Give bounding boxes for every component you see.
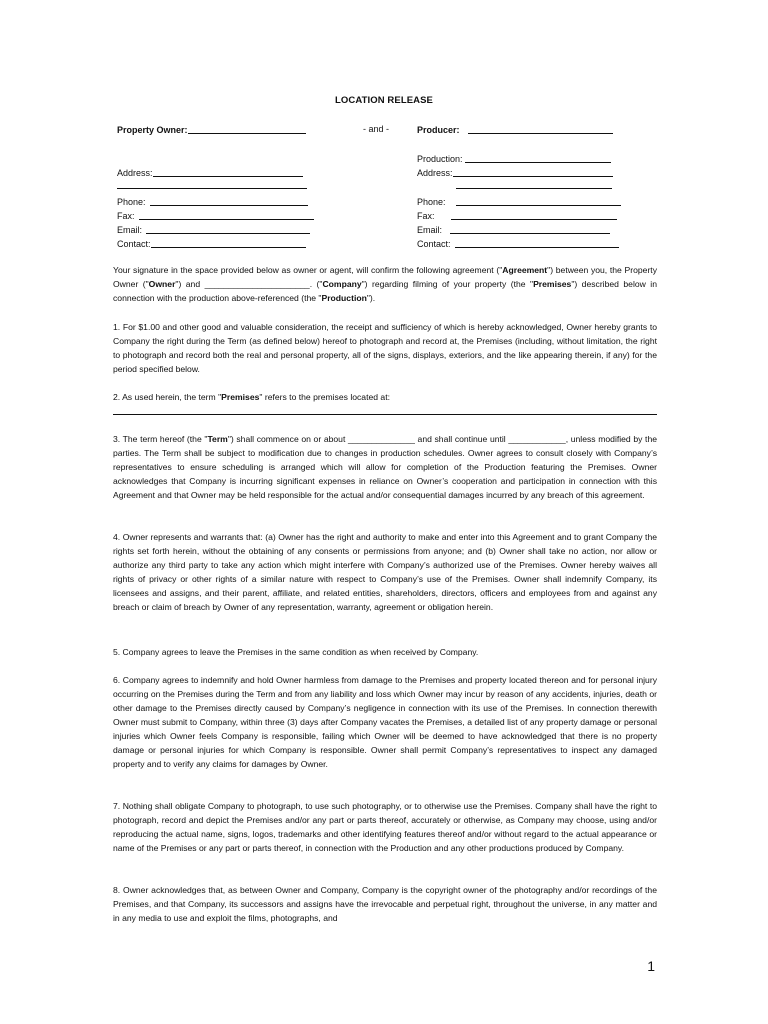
term-company: Company bbox=[322, 279, 362, 289]
owner-address-field bbox=[117, 166, 303, 179]
clause-5-text: 5. Company agrees to leave the Premises in the same condition as when received by Company. bbox=[113, 647, 479, 657]
producer-email-field bbox=[417, 223, 610, 236]
clause-2 bbox=[113, 390, 657, 404]
page-number: 1 bbox=[647, 958, 655, 974]
clause-2-text-a: 2. As used herein, the term " bbox=[113, 392, 222, 402]
owner-email-label: Email: bbox=[117, 225, 143, 235]
producer-fax-field bbox=[417, 209, 617, 222]
production-blank bbox=[465, 152, 611, 163]
property-owner-field bbox=[117, 123, 306, 136]
clause-1-text: 1. For $1.00 and other good and valuable consideration, the receipt and sufficiency of which is hereby acknowledged, Owner hereby grants to Company the right during the Term (as defined below) hereof to photograph and record at, the Premises (including, without limitation, the right to photograph and record both the real and personal property, all of the signs, displays, exteriors, and the like appearing therein, if any) for the period specified below. bbox=[113, 322, 657, 374]
production-label: Production: bbox=[417, 154, 463, 164]
producer-address-line-2 bbox=[456, 188, 612, 189]
clause-5 bbox=[113, 645, 657, 659]
term-premises: Premises bbox=[533, 279, 572, 289]
producer-contact-blank bbox=[455, 237, 619, 248]
producer-contact-label: Contact: bbox=[417, 239, 451, 249]
owner-contact-blank bbox=[151, 237, 306, 248]
clause-2-term-premises: Premises bbox=[221, 392, 260, 402]
property-owner-label: Property Owner: bbox=[117, 125, 188, 135]
and-separator: - and - bbox=[363, 124, 390, 134]
clause-1 bbox=[113, 320, 657, 376]
owner-phone-blank bbox=[150, 195, 308, 206]
intro-text-5: ") described below in connection with the production above-referenced (the " bbox=[113, 279, 657, 303]
owner-contact-label: Contact: bbox=[117, 239, 151, 249]
intro-paragraph bbox=[113, 263, 657, 305]
clause-8 bbox=[113, 883, 657, 925]
term-agreement: Agreement bbox=[502, 265, 548, 275]
producer-address-blank bbox=[453, 166, 613, 177]
owner-phone-label: Phone: bbox=[117, 197, 146, 207]
clause-4 bbox=[113, 530, 657, 614]
owner-fax-blank bbox=[139, 209, 314, 220]
producer-label: Producer: bbox=[417, 125, 460, 135]
owner-address-label: Address: bbox=[117, 168, 153, 178]
owner-contact-field bbox=[117, 237, 306, 250]
producer-phone-label: Phone: bbox=[417, 197, 446, 207]
clause-7-text: 7. Nothing shall obligate Company to photograph, to use such photography, or to otherwise use the Premises. Company shall have the right to photograph, record and depict the Premises and/or any part or parts thereof, accurately or otherwise, as Company may choose, using and/or reproducing the actual name, signs, logos, trademarks and other identifying features thereof and/or without regard to the actual appearance or name of the Premises or any part or parts thereof, in connection with the Production and any other productions produced by Company. bbox=[113, 801, 657, 853]
producer-phone-blank bbox=[456, 195, 621, 206]
producer-email-blank bbox=[450, 223, 610, 234]
clause-3-term-term: Term bbox=[207, 434, 228, 444]
clause-6 bbox=[113, 673, 657, 771]
premises-address-blank bbox=[113, 414, 657, 415]
intro-text-3: ") and ______________________. (" bbox=[175, 279, 323, 289]
producer-contact-field bbox=[417, 237, 619, 250]
producer-fax-blank bbox=[451, 209, 617, 220]
term-production: Production bbox=[321, 293, 367, 303]
intro-text-1: Your signature in the space provided below as owner or agent, will confirm the following agreement (" bbox=[113, 265, 503, 275]
production-field bbox=[417, 152, 611, 165]
owner-fax-label: Fax: bbox=[117, 211, 135, 221]
producer-address-field bbox=[417, 166, 613, 179]
owner-fax-field bbox=[117, 209, 314, 222]
owner-email-blank bbox=[146, 223, 310, 234]
clause-4-text: 4. Owner represents and warrants that: (a) Owner has the right and authority to make and enter into this Agreement and to grant Company the rights set forth herein, without the obtaining of any consents or permissions from anyone; and (b) Owner shall take no action, nor allow or authorize any third party to take any action which might interfere with Company’s authorized use of the Premises. Owner hereby waives all rights of privacy or other rights of a similar nature with respect to Company’s use of the Premises. Owner shall indemnify Company, its licensees and assigns, and their parent, affiliate, and related entities, shareholders, directors, officers and employees from and against any breach or claim of breach by Owner of any representation, warranty, agreement or obligation herein. bbox=[113, 532, 657, 612]
property-owner-blank bbox=[188, 123, 306, 134]
owner-phone-field bbox=[117, 195, 308, 208]
clause-2-text-c: " refers to the premises located at: bbox=[259, 392, 390, 402]
producer-email-label: Email: bbox=[417, 225, 443, 235]
clause-3-text-a: 3. The term hereof (the " bbox=[113, 434, 208, 444]
producer-fax-label: Fax: bbox=[417, 211, 435, 221]
clause-3-text-c: ") shall commence on or about ______________ and shall continue until ____________, unless modified by the parties. The Term shall be subject to modification due to changes in production schedules. Owner agrees to consult closely with Company’s representatives to ensure scheduling is arranged which will allow for completion of the Production featuring the Premises. Owner acknowledges that Company is incurring significant expenses in reliance on Owner’s cooperation and participation in connection with this Agreement and that Owner may be held responsible for the actual and/or consequential damages incurred by any breach of this agreement. bbox=[113, 434, 658, 500]
intro-text-2: ") between you, the Property Owner (" bbox=[113, 265, 657, 289]
clause-8-text: 8. Owner acknowledges that, as between Owner and Company, Company is the copyright owner of the photography and/or recordings of the Premises, and that Company, its successors and assigns have the irrevocable and perpetual right, throughout the universe, in any matter and in any media to use and exploit the films, photographs, and bbox=[113, 885, 657, 923]
intro-text-4: ") regarding filming of your property (the " bbox=[361, 279, 534, 289]
term-owner: Owner bbox=[148, 279, 176, 289]
owner-address-blank bbox=[153, 166, 303, 177]
producer-phone-field bbox=[417, 195, 621, 208]
owner-email-field bbox=[117, 223, 310, 236]
intro-text-6: "). bbox=[366, 293, 376, 303]
document-title: LOCATION RELEASE bbox=[334, 95, 433, 106]
producer-field bbox=[417, 123, 613, 136]
producer-blank bbox=[468, 123, 613, 134]
clause-3 bbox=[113, 432, 657, 502]
clause-6-text: 6. Company agrees to indemnify and hold Owner harmless from damage to the Premises and property located thereon and for personal injury occurring on the Premises during the Term and from any liability and loss which Owner may incur by reason of any accidents, injuries, death or other damage to the Premises directly caused by Company’s negligence in connection with its use of the Premises. In connection therewith Owner must submit to Company, within three (3) days after Company vacates the Premises, a detailed list of any property damage or personal injuries which Owner feels Company is responsible, failing which Owner will be deemed to have acknowledged that there is no property damage or personal injuries for which Company is responsible. Owner shall permit Company’s representatives to inspect any damaged property and to verify any claims for damages by Owner. bbox=[113, 675, 657, 769]
owner-address-line-2 bbox=[117, 188, 307, 189]
clause-7 bbox=[113, 799, 657, 855]
producer-address-label: Address: bbox=[417, 168, 453, 178]
